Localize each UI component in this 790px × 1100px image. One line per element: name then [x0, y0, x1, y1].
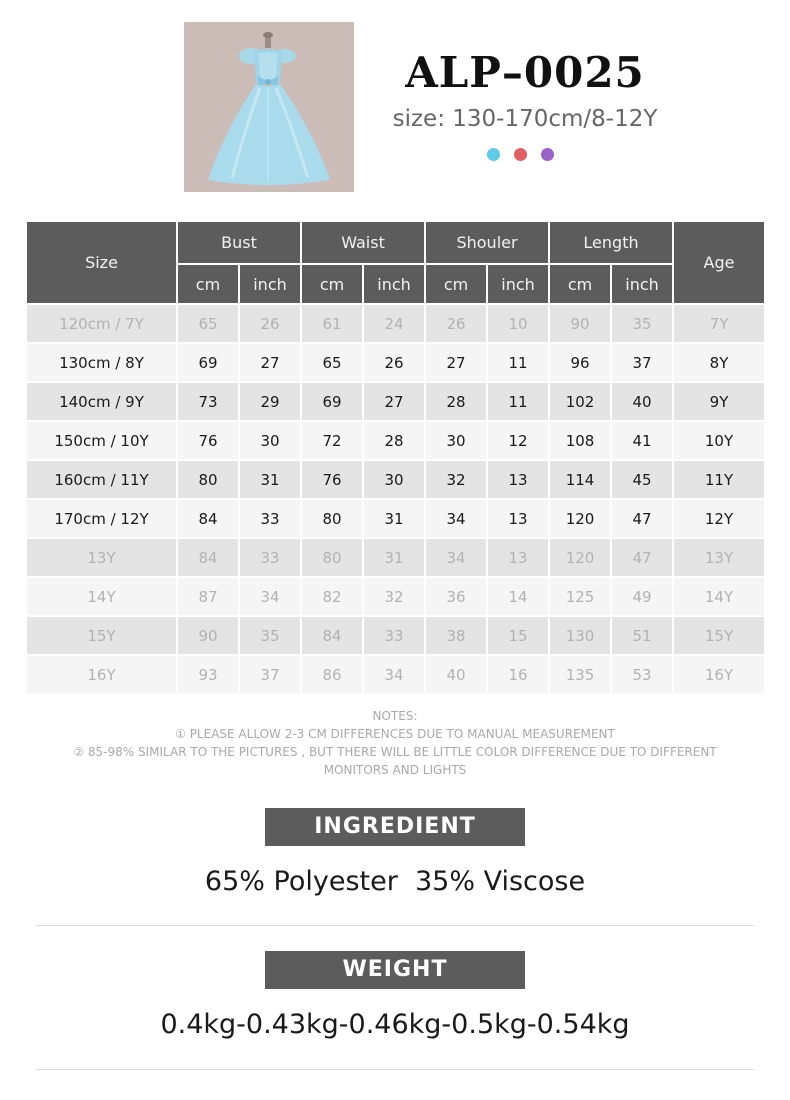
weight-label: WEIGHT — [265, 951, 525, 989]
measure-cell: 27 — [363, 382, 425, 421]
measure-cell: 13 — [487, 538, 549, 577]
measure-cell: 26 — [363, 343, 425, 382]
section-divider — [36, 925, 754, 926]
measure-cell: 84 — [301, 616, 363, 655]
color-options — [487, 148, 554, 161]
notes-block — [40, 707, 750, 779]
size-range-text: size: 130-170cm/8-12Y — [392, 106, 658, 132]
measure-cell: 37 — [239, 655, 301, 694]
measure-cell: 80 — [177, 460, 239, 499]
size-chart-table — [25, 220, 766, 695]
measure-cell: 120 — [549, 499, 611, 538]
measure-cell: 16 — [487, 655, 549, 694]
dress-photo-icon — [184, 22, 354, 192]
ingredient-value: 65% Polyester 35% Viscose — [204, 866, 586, 897]
measure-cell: 40 — [425, 655, 487, 694]
section-divider — [36, 1069, 754, 1070]
measure-cell: 30 — [425, 421, 487, 460]
header-unit: cm — [425, 264, 487, 304]
measure-cell: 102 — [549, 382, 611, 421]
measure-cell: 31 — [363, 499, 425, 538]
measure-cell: 35 — [611, 304, 673, 343]
measure-cell: 40 — [611, 382, 673, 421]
header-age: Age — [673, 221, 765, 304]
measure-cell: 45 — [611, 460, 673, 499]
measure-cell: 11 — [487, 382, 549, 421]
measure-cell: 80 — [301, 538, 363, 577]
header-unit: cm — [549, 264, 611, 304]
measure-cell: 49 — [611, 577, 673, 616]
age-cell: 12Y — [673, 499, 765, 538]
measure-cell: 47 — [611, 538, 673, 577]
size-cell: 15Y — [26, 616, 177, 655]
measure-cell: 26 — [425, 304, 487, 343]
table-row — [26, 538, 765, 577]
measure-cell: 93 — [177, 655, 239, 694]
measure-cell: 47 — [611, 499, 673, 538]
measure-cell: 35 — [239, 616, 301, 655]
size-cell: 140cm / 9Y — [26, 382, 177, 421]
measure-cell: 14 — [487, 577, 549, 616]
color-swatch-purple[interactable] — [541, 148, 554, 161]
measure-cell: 34 — [425, 538, 487, 577]
table-row — [26, 460, 765, 499]
measure-cell: 53 — [611, 655, 673, 694]
weight-value: 0.4kg-0.43kg-0.46kg-0.5kg-0.54kg — [160, 1009, 630, 1040]
measure-cell: 13 — [487, 499, 549, 538]
measure-cell: 32 — [363, 577, 425, 616]
size-cell: 14Y — [26, 577, 177, 616]
measure-cell: 30 — [239, 421, 301, 460]
size-cell: 170cm / 12Y — [26, 499, 177, 538]
measure-cell: 90 — [549, 304, 611, 343]
measure-cell: 26 — [239, 304, 301, 343]
measure-cell: 90 — [177, 616, 239, 655]
measure-cell: 28 — [363, 421, 425, 460]
size-cell: 130cm / 8Y — [26, 343, 177, 382]
table-row — [26, 304, 765, 343]
measure-cell: 69 — [177, 343, 239, 382]
table-row — [26, 577, 765, 616]
header-waist: Waist — [301, 221, 425, 264]
age-cell: 15Y — [673, 616, 765, 655]
table-row — [26, 421, 765, 460]
measure-cell: 86 — [301, 655, 363, 694]
size-cell: 120cm / 7Y — [26, 304, 177, 343]
measure-cell: 10 — [487, 304, 549, 343]
product-image — [184, 22, 354, 192]
measure-cell: 72 — [301, 421, 363, 460]
notes-line: ① PLEASE ALLOW 2-3 CM DIFFERENCES DUE TO MANUAL MEASUREMENT — [175, 727, 615, 741]
product-code: ALP–0025 — [405, 48, 645, 97]
age-cell: 14Y — [673, 577, 765, 616]
measure-cell: 32 — [425, 460, 487, 499]
measure-cell: 33 — [239, 538, 301, 577]
color-swatch-blue[interactable] — [487, 148, 500, 161]
measure-cell: 61 — [301, 304, 363, 343]
measure-cell: 38 — [425, 616, 487, 655]
measure-cell: 24 — [363, 304, 425, 343]
measure-cell: 114 — [549, 460, 611, 499]
measure-cell: 82 — [301, 577, 363, 616]
header-unit: cm — [301, 264, 363, 304]
measure-cell: 27 — [239, 343, 301, 382]
measure-cell: 84 — [177, 499, 239, 538]
header-size: Size — [26, 221, 177, 304]
header-unit: cm — [177, 264, 239, 304]
measure-cell: 34 — [363, 655, 425, 694]
table-row — [26, 382, 765, 421]
ingredient-label: INGREDIENT — [265, 808, 525, 846]
measure-cell: 76 — [301, 460, 363, 499]
measure-cell: 69 — [301, 382, 363, 421]
notes-line: MONITORS AND LIGHTS — [323, 763, 467, 777]
size-cell: 150cm / 10Y — [26, 421, 177, 460]
measure-cell: 65 — [301, 343, 363, 382]
age-cell: 10Y — [673, 421, 765, 460]
measure-cell: 28 — [425, 382, 487, 421]
size-cell: 160cm / 11Y — [26, 460, 177, 499]
measure-cell: 34 — [425, 499, 487, 538]
header-unit: inch — [363, 264, 425, 304]
measure-cell: 12 — [487, 421, 549, 460]
measure-cell: 87 — [177, 577, 239, 616]
measure-cell: 31 — [363, 538, 425, 577]
age-cell: 16Y — [673, 655, 765, 694]
measure-cell: 41 — [611, 421, 673, 460]
measure-cell: 76 — [177, 421, 239, 460]
age-cell: 9Y — [673, 382, 765, 421]
table-row — [26, 499, 765, 538]
measure-cell: 33 — [363, 616, 425, 655]
measure-cell: 36 — [425, 577, 487, 616]
measure-cell: 125 — [549, 577, 611, 616]
measure-cell: 120 — [549, 538, 611, 577]
measure-cell: 37 — [611, 343, 673, 382]
header-unit: inch — [239, 264, 301, 304]
age-cell: 8Y — [673, 343, 765, 382]
measure-cell: 34 — [239, 577, 301, 616]
measure-cell: 108 — [549, 421, 611, 460]
measure-cell: 130 — [549, 616, 611, 655]
size-cell: 16Y — [26, 655, 177, 694]
measure-cell: 29 — [239, 382, 301, 421]
notes-title: NOTES: — [372, 709, 418, 723]
measure-cell: 73 — [177, 382, 239, 421]
age-cell: 7Y — [673, 304, 765, 343]
measure-cell: 30 — [363, 460, 425, 499]
age-cell: 13Y — [673, 538, 765, 577]
measure-cell: 65 — [177, 304, 239, 343]
measure-cell: 135 — [549, 655, 611, 694]
size-cell: 13Y — [26, 538, 177, 577]
measure-cell: 11 — [487, 343, 549, 382]
color-swatch-red[interactable] — [514, 148, 527, 161]
age-cell: 11Y — [673, 460, 765, 499]
measure-cell: 31 — [239, 460, 301, 499]
measure-cell: 13 — [487, 460, 549, 499]
header-bust: Bust — [177, 221, 301, 264]
header-length: Length — [549, 221, 673, 264]
notes-line: ② 85-98% SIMILAR TO THE PICTURES , BUT THERE WILL BE LITTLE COLOR DIFFERENCE DUE TO DIFFERENT — [73, 745, 717, 759]
measure-cell: 51 — [611, 616, 673, 655]
size-chart-body — [26, 304, 765, 694]
table-row — [26, 343, 765, 382]
measure-cell: 15 — [487, 616, 549, 655]
measure-cell: 27 — [425, 343, 487, 382]
measure-cell: 84 — [177, 538, 239, 577]
table-row — [26, 655, 765, 694]
header-unit: inch — [487, 264, 549, 304]
table-row — [26, 616, 765, 655]
header-shoulder: Shouler — [425, 221, 549, 264]
header-unit: inch — [611, 264, 673, 304]
measure-cell: 80 — [301, 499, 363, 538]
measure-cell: 96 — [549, 343, 611, 382]
measure-cell: 33 — [239, 499, 301, 538]
